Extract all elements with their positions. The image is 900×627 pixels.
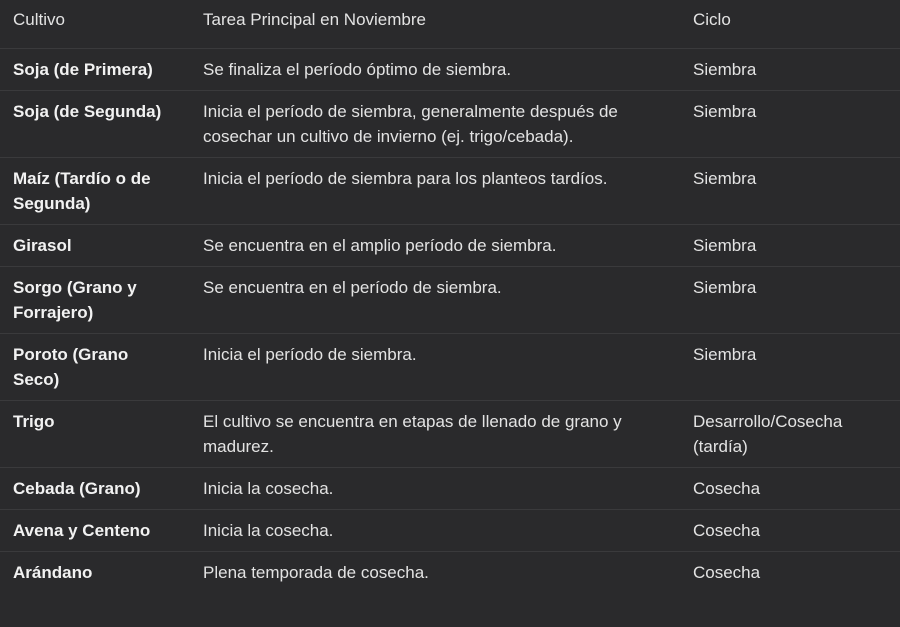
table-row xyxy=(0,510,900,552)
cycle-cell: Cosecha xyxy=(679,468,900,510)
crop-cell: Poroto (Grano Seco) xyxy=(0,334,189,401)
task-cell: Plena temporada de cosecha. xyxy=(189,552,679,594)
header-cultivo: Cultivo xyxy=(13,10,65,29)
task-cell: Inicia la cosecha. xyxy=(189,510,679,552)
cycle-cell: Cosecha xyxy=(679,552,900,594)
task-cell: Se finaliza el período óptimo de siembra. xyxy=(189,49,679,91)
cycle-cell: Cosecha xyxy=(679,510,900,552)
table-row xyxy=(0,49,900,91)
cycle-cell: Siembra xyxy=(679,334,900,401)
cycle-cell: Siembra xyxy=(679,225,900,267)
cycle-cell: Siembra xyxy=(679,158,900,225)
cycle-cell: Siembra xyxy=(679,91,900,158)
table-body xyxy=(0,49,900,594)
table-row xyxy=(0,267,900,334)
crop-cell: Arándano xyxy=(0,552,189,594)
task-cell: Inicia el período de siembra, generalmente después de cosechar un cultivo de invierno (ej. trigo/cebada). xyxy=(189,91,679,158)
table-row xyxy=(0,225,900,267)
cycle-cell: Siembra xyxy=(679,49,900,91)
crop-cell: Cebada (Grano) xyxy=(0,468,189,510)
crop-cell: Soja (de Segunda) xyxy=(0,91,189,158)
header-row xyxy=(0,0,900,49)
task-cell: El cultivo se encuentra en etapas de llenado de grano y madurez. xyxy=(189,401,679,468)
table-row xyxy=(0,552,900,594)
table-header xyxy=(0,0,900,49)
crop-cell: Soja (de Primera) xyxy=(0,49,189,91)
crop-cell: Maíz (Tardío o de Segunda) xyxy=(0,158,189,225)
crop-cell: Sorgo (Grano y Forrajero) xyxy=(0,267,189,334)
table-row xyxy=(0,468,900,510)
table-row xyxy=(0,91,900,158)
header-ciclo: Ciclo xyxy=(693,10,731,29)
task-cell: Inicia la cosecha. xyxy=(189,468,679,510)
task-cell: Inicia el período de siembra. xyxy=(189,334,679,401)
header-tarea: Tarea Principal en Noviembre xyxy=(203,10,426,29)
task-cell: Inicia el período de siembra para los planteos tardíos. xyxy=(189,158,679,225)
table-row xyxy=(0,401,900,468)
crop-cell: Trigo xyxy=(0,401,189,468)
crop-cell: Avena y Centeno xyxy=(0,510,189,552)
crop-cell: Girasol xyxy=(0,225,189,267)
task-cell: Se encuentra en el período de siembra. xyxy=(189,267,679,334)
cycle-cell: Siembra xyxy=(679,267,900,334)
cycle-cell: Desarrollo/Cosecha (tardía) xyxy=(679,401,900,468)
table-row xyxy=(0,158,900,225)
task-cell: Se encuentra en el amplio período de siembra. xyxy=(189,225,679,267)
table-row xyxy=(0,334,900,401)
